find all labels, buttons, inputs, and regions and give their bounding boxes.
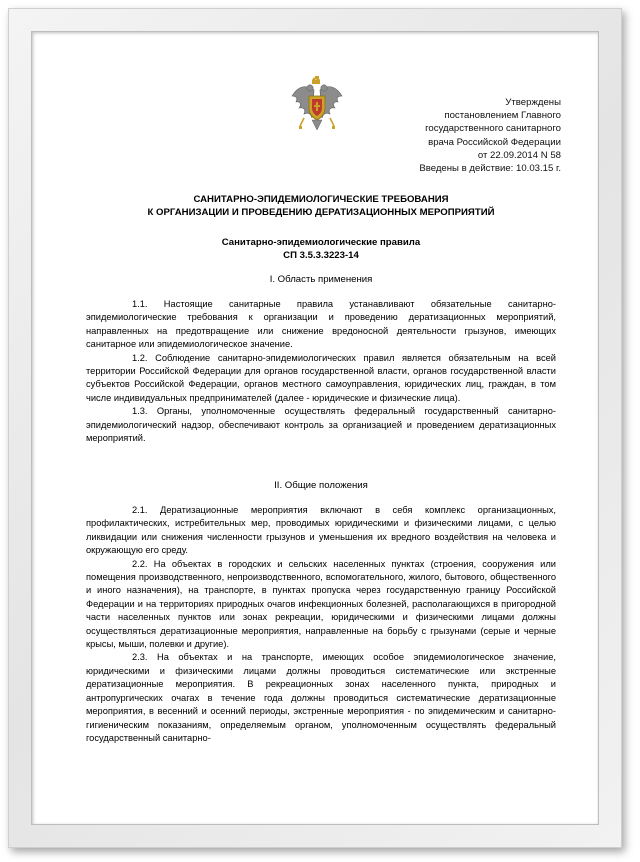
approval-line: врача Российской Федерации [428,136,561,148]
paragraph-2-2: 2.2. На объектах в городских и сельских населенных пунктах (строения, сооружения или помещения производственного, непроизводственного, вспомогательного, жилого, бытового, общественного и иного назначения), на транспорте, в пунктах пропуска через государственную границу Российской Федерации и на территориях природных очагов инфекционных болезней, располагающихся в пригородной части населенных пунктов или зонах рекреации, юридическими и физическими лицами должны осуществляться дератизационные мероприятия, направленные на борьбу с грызунами (серые и черные крысы, мыши, полевки и другие). [86,558,556,650]
subtitle-line: СП 3.5.3.3223-14 [283,250,359,261]
approval-line: Утверждены [505,97,561,108]
approval-line: Введены в действие: 10.03.15 г. [419,163,561,175]
approval-line: от 22.09.2014 N 58 [477,149,561,161]
paragraph-1-1: 1.1. Настоящие санитарные правила устанавливают обязательные санитарно-эпидемиологические требования к организации и проведению дератизационных мероприятий, направленных на предотвращение или снижение вредоносной деятельности грызунов, имеющих санитарное или эпидемиологическое значение. [86,299,556,350]
title-line: К ОРГАНИЗАЦИИ И ПРОВЕДЕНИЮ ДЕРАТИЗАЦИОННЫХ МЕРОПРИЯТИЙ [147,207,495,218]
section-2-body [86,504,556,745]
title-line: САНИТАРНО-ЭПИДЕМИОЛОГИЧЕСКИЕ ТРЕБОВАНИЯ [193,194,449,205]
double-headed-eagle-emblem-icon [290,76,344,138]
approval-line: государственного санитарного [425,123,561,135]
document-subtitle [86,236,556,262]
section-heading-1: I. Область применения [269,274,373,285]
approval-line: постановлением Главного [444,110,561,122]
paragraph-1-2: 1.2. Соблюдение санитарно-эпидемиологических правил является обязательным на всей территории Российской Федерации для органов государственной власти, органов государственной власти субъектов Российской Федерации, органов местного самоуправления, юридических лиц, граждан, в том числе индивидуальных предпринимателей (далее - юридические и физические лица). [86,352,556,403]
section-heading-2: II. Общие положения [274,480,368,491]
paragraph-1-3: 1.3. Органы, уполномоченные осуществлять федеральный государственный санитарно-эпидемиологический надзор, обеспечивают контроль за организацией и проведением дератизационных мероприятий. [86,406,556,444]
subtitle-line: Санитарно-эпидемиологические правила [221,237,421,248]
document-title [86,193,556,219]
section-1-body [86,298,556,445]
paragraph-2-3: 2.3. На объектах и на транспорте, имеющих особое эпидемиологическое значение, юридическими и физическими лицами должны проводиться систематические или экстренные дератизационные мероприятия. В рекреационных зонах населенного пункта, природных и антропургических очагах в течение года должны проводиться систематические дератизационные мероприятия, в весенний и осенний периоды, экстренные мероприятия - по эпидемическим и санитарно-гигиеническим показаниям, определяемым органом, уполномоченным осуществлять федеральный государственный санитарно- [86,652,556,743]
paragraph-2-1: 2.1. Дератизационные мероприятия включают в себя комплекс организационных, профилактических, истребительных мер, проводимых юридическими и физическими лицами, с целью ликвидации или снижения численности грызунов и уменьшения их вредного воздействия на человека и окружающую его среду. [86,505,556,556]
approval-block [361,96,561,175]
